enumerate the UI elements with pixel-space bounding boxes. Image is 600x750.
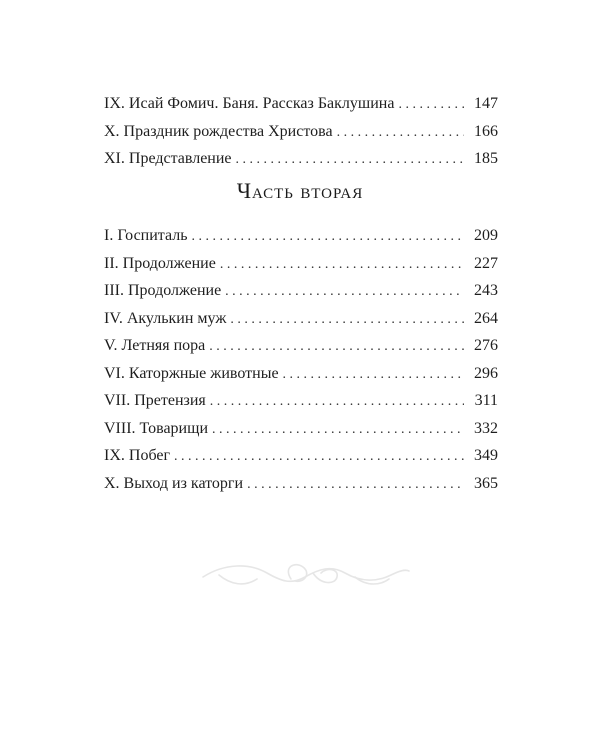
toc-entry[interactable] — [104, 387, 498, 415]
toc-entry-page: 296 — [474, 364, 498, 382]
toc-entry-page: 276 — [474, 337, 498, 354]
dot-leader — [192, 223, 464, 251]
toc-entry-page: 166 — [474, 122, 498, 140]
toc-entry-page: 311 — [474, 392, 498, 409]
toc-entry-title: I. Госпиталь — [104, 227, 188, 244]
toc-entry-page: 264 — [474, 309, 498, 327]
toc-entry[interactable] — [104, 222, 498, 250]
toc-entry-title: VIII. Товарищи — [104, 419, 208, 437]
toc-entry[interactable] — [104, 250, 498, 278]
toc-entry-page: 365 — [474, 474, 498, 492]
dot-leader — [212, 416, 464, 444]
dot-leader — [210, 388, 464, 416]
dot-leader — [398, 91, 464, 119]
toc-entry[interactable] — [104, 470, 498, 498]
toc-entry[interactable] — [104, 442, 498, 470]
toc-entry-title: X. Праздник рождества Христова — [104, 122, 333, 140]
toc-entry-page: 185 — [474, 150, 498, 167]
flourish-ornament-icon — [195, 555, 415, 595]
toc-entry-title: III. Продолжение — [104, 282, 222, 299]
toc-entry-title: IX. Исай Фомич. Баня. Рассказ Баклушина — [104, 95, 395, 112]
toc-part-two — [104, 222, 498, 497]
dot-leader — [236, 146, 464, 174]
toc-entry-title: IV. Акулькин муж — [104, 309, 227, 327]
toc-entry-title: V. Летняя пора — [104, 337, 206, 354]
toc-entry[interactable] — [104, 145, 498, 173]
toc-entry[interactable] — [104, 305, 498, 333]
toc-entry[interactable] — [104, 118, 498, 146]
toc-entry[interactable] — [104, 332, 498, 360]
dot-leader — [247, 471, 464, 499]
toc-entry[interactable] — [104, 360, 498, 388]
dot-leader — [220, 251, 464, 279]
dot-leader — [230, 306, 464, 334]
dot-leader — [225, 278, 464, 306]
dot-leader — [283, 361, 464, 389]
toc-entry-page: 227 — [474, 254, 498, 272]
part-two-heading: Часть вторая — [236, 178, 364, 203]
toc-entry-title: VII. Претензия — [104, 392, 206, 409]
toc-entry[interactable] — [104, 90, 498, 118]
toc-entry-title: VI. Каторжные животные — [104, 364, 279, 382]
dot-leader — [174, 443, 464, 471]
toc-entry[interactable] — [104, 277, 498, 305]
toc-entry-page: 209 — [474, 227, 498, 244]
dot-leader — [209, 333, 464, 361]
toc-entry-title: XI. Представление — [104, 150, 232, 167]
toc-entry-page: 147 — [474, 95, 498, 112]
toc-entry-title: X. Выход из каторги — [104, 474, 244, 492]
toc-entry-page: 243 — [474, 282, 498, 299]
toc-entry[interactable] — [104, 415, 498, 443]
toc-entry-title: II. Продолжение — [104, 254, 216, 272]
toc-entry-page: 349 — [474, 447, 498, 464]
toc-entry-page: 332 — [474, 419, 498, 437]
toc-entry-title: IX. Побег — [104, 447, 171, 464]
dot-leader — [337, 119, 464, 147]
toc-part-one-tail — [104, 90, 498, 173]
